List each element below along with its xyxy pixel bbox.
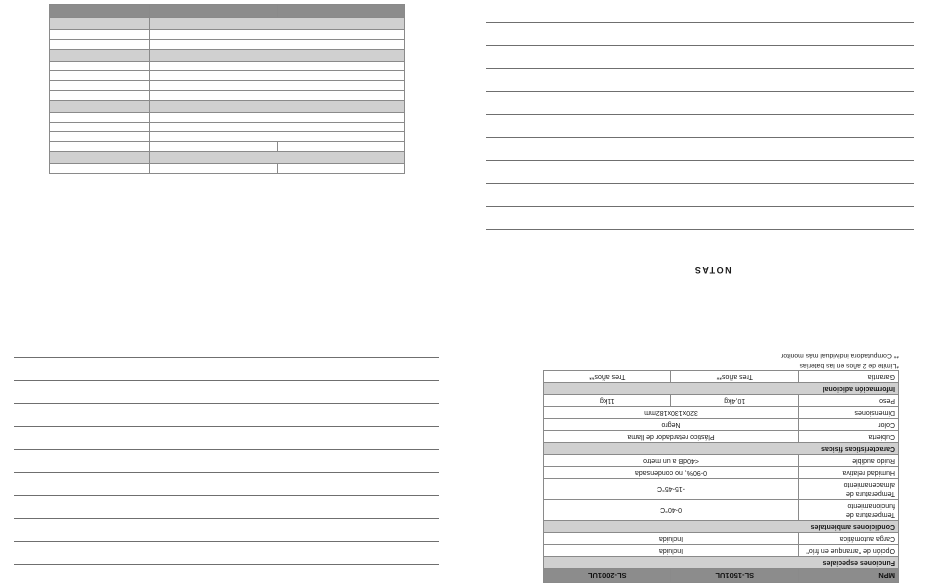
- faint-table-bleedthrough: [49, 4, 405, 174]
- row-value: 0-90%, no condensada: [544, 467, 799, 479]
- ghost-row: [50, 132, 405, 142]
- row-value: <40dB a un metro: [544, 455, 799, 467]
- right-page: [475, 0, 950, 587]
- ghost-row: [50, 81, 405, 91]
- table-row: [544, 479, 899, 500]
- note-line: [14, 426, 439, 427]
- row-label: Garantía: [799, 371, 899, 383]
- note-line: [486, 206, 914, 207]
- note-line: [14, 449, 439, 450]
- table-row: [544, 455, 899, 467]
- header-model-1: SL-1501UL: [671, 569, 799, 583]
- table-row: [544, 545, 899, 557]
- ghost-section-row: [50, 151, 405, 163]
- table-row: [544, 371, 899, 383]
- note-line: [14, 541, 439, 542]
- row-label: Cubierta: [799, 431, 899, 443]
- row-value: Negro: [544, 419, 799, 431]
- ghost-row: [50, 163, 405, 173]
- row-label: Color: [799, 419, 899, 431]
- ghost-row: [50, 39, 405, 49]
- note-line: [14, 357, 439, 358]
- note-line: [486, 45, 914, 46]
- ghost-row: [50, 142, 405, 152]
- row-value-model-2: Tres años**: [544, 371, 672, 383]
- section-row: [544, 557, 899, 569]
- row-label: Temperatura de almacenamiento: [799, 479, 899, 500]
- note-line: [14, 472, 439, 473]
- ghost-row: [50, 61, 405, 71]
- row-label: Humidad relativa: [799, 467, 899, 479]
- row-label: Dimensiones: [799, 407, 899, 419]
- row-value: -15-45°C: [544, 479, 799, 500]
- section-title: Características físicas: [544, 443, 899, 455]
- row-value: Incluida: [544, 533, 799, 545]
- note-line: [486, 160, 914, 161]
- ghost-row: [50, 30, 405, 40]
- row-label: Carga automática: [799, 533, 899, 545]
- ghost-section-row: [50, 49, 405, 61]
- ghost-row: [50, 71, 405, 81]
- note-line: [14, 380, 439, 381]
- ghost-section-row: [50, 100, 405, 112]
- table-row: [544, 395, 899, 407]
- note-line: [486, 114, 914, 115]
- row-label: Temperatura de funcionamiento: [799, 500, 899, 521]
- ghost-section-row: [50, 18, 405, 30]
- spec-table: [543, 370, 899, 583]
- table-row: [544, 419, 899, 431]
- table-row: [544, 431, 899, 443]
- section-row: [544, 443, 899, 455]
- ghost-row: [50, 122, 405, 132]
- note-line: [14, 403, 439, 404]
- note-line: [486, 91, 914, 92]
- note-line: [14, 495, 439, 496]
- footnote-warranty: ** Computadora individual más monitor: [781, 352, 899, 359]
- row-value: 0-40°C: [544, 500, 799, 521]
- ghost-header-row: [50, 5, 405, 18]
- note-line: [14, 518, 439, 519]
- note-line: [14, 564, 439, 565]
- section-title: Funciones especiales: [544, 557, 899, 569]
- row-value-model-1: Tres años**: [671, 371, 799, 383]
- ghost-row: [50, 90, 405, 100]
- row-label: Ruido audible: [799, 455, 899, 467]
- notes-title: NOTAS: [693, 265, 732, 275]
- row-label: Opción de "arranque en frío": [799, 545, 899, 557]
- table-row: [544, 407, 899, 419]
- row-value-model-2: 11kg: [544, 395, 672, 407]
- spec-header-row: [544, 569, 899, 583]
- header-mpn: MPN: [799, 569, 899, 583]
- table-row: [544, 533, 899, 545]
- row-value-model-1: 10,4kg: [671, 395, 799, 407]
- table-row: [544, 467, 899, 479]
- note-line: [486, 68, 914, 69]
- row-label: Peso: [799, 395, 899, 407]
- note-line: [486, 137, 914, 138]
- note-line: [486, 229, 914, 230]
- row-value: Incluida: [544, 545, 799, 557]
- section-row: [544, 383, 899, 395]
- header-model-2: SL-2001UL: [544, 569, 672, 583]
- row-value: Plástico retardador de llama: [544, 431, 799, 443]
- footnote-batteries: *Límite de 2 años en las baterías: [799, 362, 899, 369]
- note-line: [486, 22, 914, 23]
- row-value: 320x130x182mm: [544, 407, 799, 419]
- table-row: [544, 500, 899, 521]
- section-title: Información adicional: [544, 383, 899, 395]
- upside-down-content: [475, 0, 950, 587]
- footnotes: [781, 350, 899, 370]
- section-row: [544, 521, 899, 533]
- section-title: Condiciones ambientales: [544, 521, 899, 533]
- note-line: [486, 183, 914, 184]
- ghost-row: [50, 112, 405, 122]
